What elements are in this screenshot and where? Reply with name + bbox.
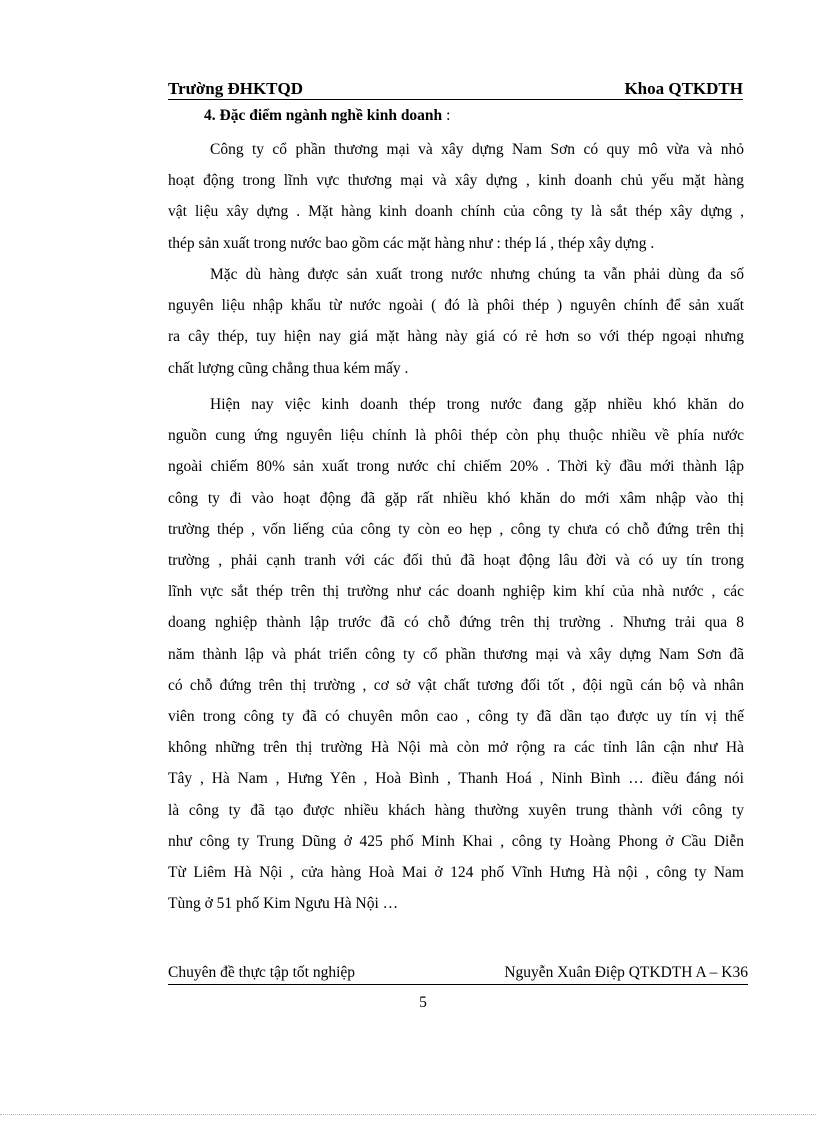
- paragraph-line: nguyên liệu nhập khẩu từ nước ngoài ( đó là phôi thép ) nguyên chính để sản xuất: [168, 297, 744, 315]
- paragraph-line: Công ty cổ phần thương mại và xây dựng Nam Sơn có quy mô vừa và nhỏ: [210, 141, 744, 158]
- paragraph-line: lĩnh vực sắt thép trên thị trường như các doanh nghiệp kim khí của nhà nước , các: [168, 583, 744, 601]
- paragraph-line: là công ty đã tạo được nhiều khách hàng thường xuyên trung thành với công ty: [168, 801, 744, 819]
- paragraph-line: có chỗ đứng trên thị trường , cơ sở vật chất tương đối tốt , đội ngũ cán bộ và nhân: [168, 676, 744, 694]
- paragraph-line: Hiện nay việc kinh doanh thép trong nước đang gặp nhiều khó khăn do: [210, 396, 744, 413]
- paragraph-line: ngoài chiếm 80% sản xuất trong nước chỉ chiếm 20% . Thời kỳ đầu mới thành lập: [168, 458, 744, 476]
- paragraph-line: nguồn cung ứng nguyên liệu chính là phôi thép còn phụ thuộc nhiều về phía nước: [168, 427, 744, 445]
- paragraph-line: Tây , Hà Nam , Hưng Yên , Hoà Bình , Thanh Hoá , Ninh Bình … điều đáng nói: [168, 770, 744, 788]
- paragraph-line: thép sản xuất trong nước bao gồm các mặt hàng như : thép lá , thép xây dựng .: [168, 234, 655, 252]
- page-bottom-edge: [0, 1114, 816, 1115]
- header-faculty: Khoa QTKDTH: [624, 79, 743, 98]
- paragraph-line: viên trong công ty đã có chuyên môn cao , công ty đã dần tạo được uy tín vị thế: [168, 708, 744, 726]
- paragraph-line: Từ Liêm Hà Nội , cửa hàng Hoà Mai ở 124 phố Vĩnh Hưng Hà nội , công ty Nam: [168, 864, 744, 882]
- page-footer: [168, 964, 748, 985]
- paragraph-line: vật liệu xây dựng . Mặt hàng kinh doanh chính của công ty là sắt thép xây dựng ,: [168, 203, 744, 221]
- paragraph-line: trường , phải cạnh tranh với các đối thủ đã hoạt động lâu đời và có uy tín trong: [168, 552, 744, 570]
- footer-author: Nguyễn Xuân Điệp QTKDTH A – K36: [504, 964, 748, 981]
- section-title: Đặc điểm ngành nghề kinh doanh: [219, 107, 443, 124]
- paragraph-line: doang nghiệp thành lập trước đã có chỗ đứng trên thị trường . Nhưng trải qua 8: [168, 614, 744, 632]
- section-heading: [204, 107, 450, 125]
- paragraph-1: [168, 134, 744, 259]
- paragraph-line: Tùng ở 51 phố Kim Ngưu Hà Nội …: [168, 895, 399, 913]
- footer-title: Chuyên đề thực tập tốt nghiệp: [168, 964, 356, 981]
- paragraph-line: năm thành lập và phát triển công ty cổ phần thương mại và xây dựng Nam Sơn đã: [168, 645, 744, 663]
- paragraph-line: chất lượng cũng chẳng thua kém mấy .: [168, 359, 409, 377]
- paragraph-line: không những trên thị trường Hà Nội mà còn mở rộng ra các tỉnh lân cận như Hà: [168, 739, 744, 757]
- paragraph-line: Mặc dù hàng được sản xuất trong nước nhưng chúng ta vẫn phải dùng đa số: [210, 266, 744, 283]
- section-number: 4.: [204, 107, 216, 124]
- paragraph-2: [168, 259, 744, 384]
- header-school: Trường ĐHKTQD: [168, 79, 304, 98]
- paragraph-3: [168, 389, 744, 919]
- paragraph-line: ra cây thép, tuy hiện nay giá mặt hàng này giá có rẻ hơn so với thép ngoại nhưng: [168, 328, 744, 346]
- paragraph-line: như công ty Trung Dũng ở 425 phố Minh Khai , công ty Hoàng Phong ở Cầu Diễn: [168, 832, 744, 850]
- paragraph-line: hoạt động trong lĩnh vực thương mại và xây dựng , kinh doanh chủ yếu mặt hàng: [168, 172, 744, 190]
- page-header: [168, 79, 743, 100]
- paragraph-line: công ty đi vào hoạt động đã gặp rất nhiều khó khăn do mới xâm nhập vào thị: [168, 489, 744, 507]
- paragraph-line: trường thép , vốn liếng của công ty còn eo hẹp , công ty chưa có chỗ đứng trên thị: [168, 520, 744, 538]
- page-number: 5: [419, 994, 427, 1011]
- section-title-suffix: :: [442, 107, 451, 124]
